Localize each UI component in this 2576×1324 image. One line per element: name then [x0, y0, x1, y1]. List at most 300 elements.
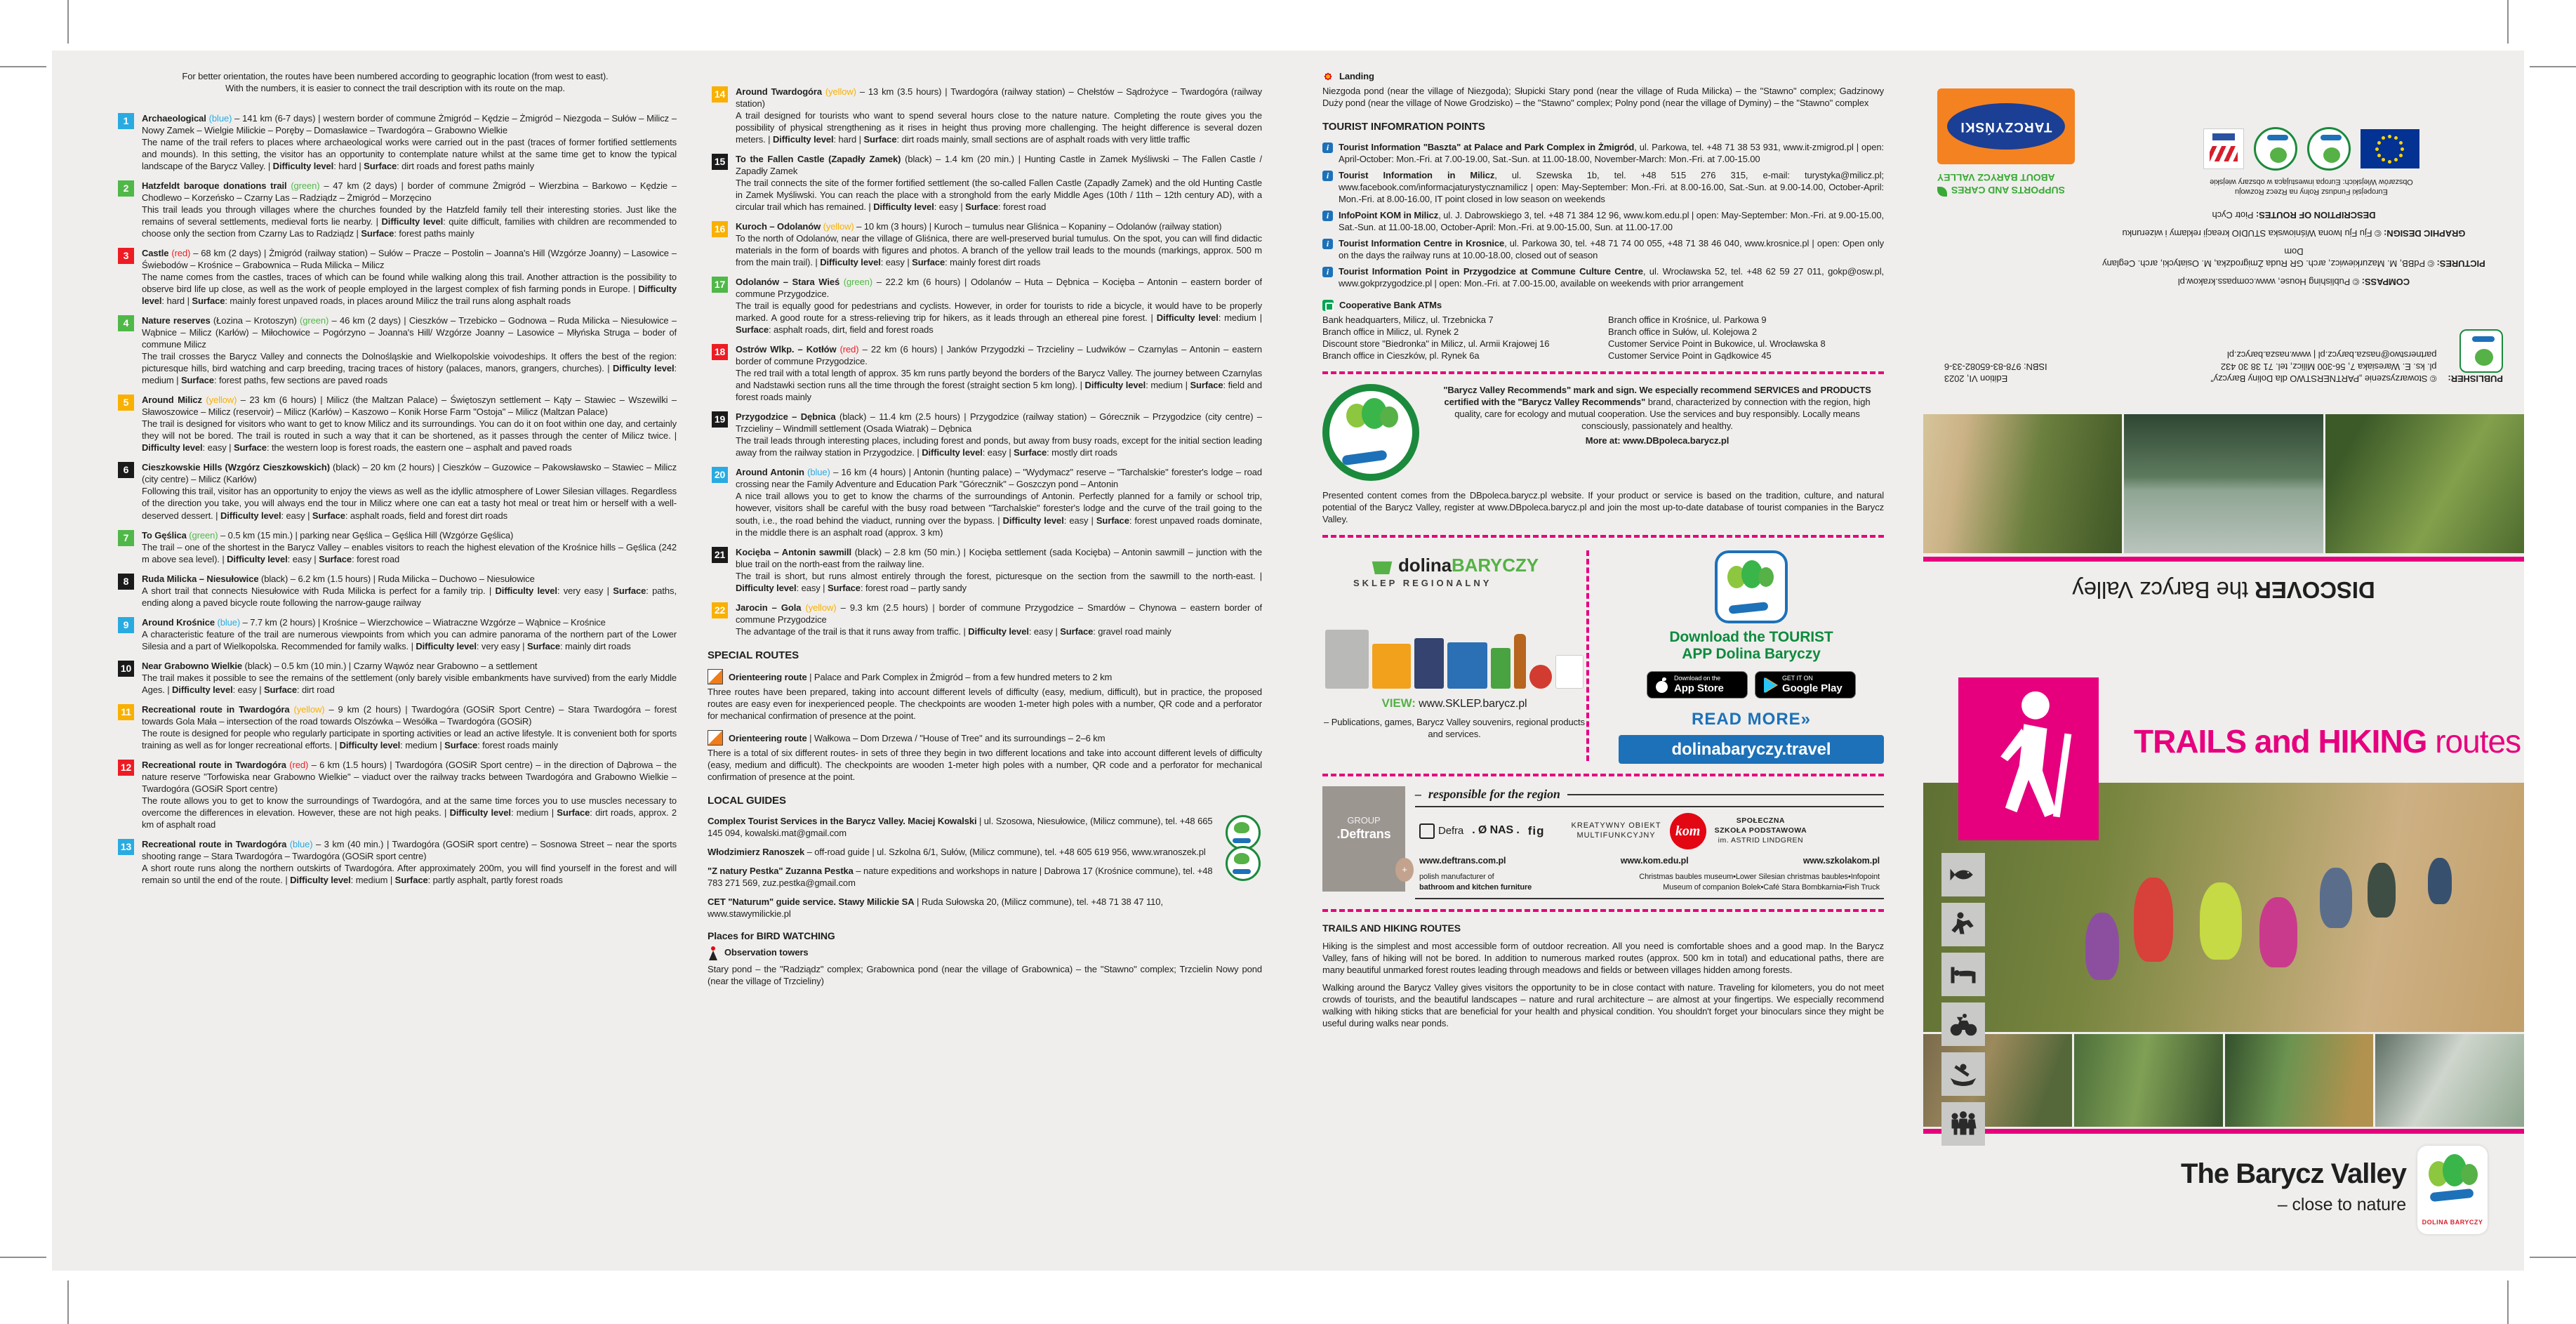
landing-text: Niezgoda pond (near the village of Niezgoda); Słupicki Stary pond (near the village of Ruda Milicka) – the "Stawno" complex; Gadzinowy Duży pond (near the village of Nowe Grodzisko) – the "Stawno" complex; Polny pond (near the village of Dyminy) – the "Stawno" complex — [1322, 86, 1884, 109]
shop-brand-baryczy: BARYCZY — [1451, 554, 1539, 576]
supports-line2: ABOUT BARYCZ VALLEY — [1937, 172, 2055, 184]
trail-name: Recreational route in Twardogóra — [142, 838, 287, 849]
trail-route-info: – 3 km (40 min.) | Twardogóra (GOSiR sport centre) – Sosnowa Street – near the sports shooting range – Stara Twardogóra – Twardogóra (GOSiR sport centre) — [142, 838, 677, 861]
recommends-more-url[interactable]: More at: www.DBpoleca.barycz.pl — [1585, 435, 1729, 446]
trail-color-word: (green) — [286, 180, 320, 192]
publisher-line1: © Stowarzyszenie „PARTNERSTWO dla Doliny Baryczy” — [2210, 373, 2437, 384]
trail-item — [114, 394, 677, 454]
eu-star — [2395, 136, 2398, 140]
discover-title — [1923, 575, 2524, 605]
atm-entry: Customer Service Point in Bukowice, ul. Wrocławska 8 — [1608, 338, 1826, 349]
trail-description: A short trail that connects Niesułowice with Ruda Milicka is perfect for a family trip. | Difficulty level: very easy | Surface: paths, ending along a paved bicycle route following the narrow-gauge railway — [142, 585, 677, 608]
deftrans-desc2: bathroom and kitchen furniture — [1419, 882, 1532, 892]
trail-item — [708, 343, 1262, 403]
trail-color-word: (black) — [242, 660, 272, 671]
kom-desc2: Museum of companion Bolek•Café Stara Bombkarnia•Fish Truck — [1663, 882, 1880, 892]
eu-flag — [2361, 129, 2419, 168]
surface-label: Surface — [736, 324, 769, 336]
guide-item — [708, 846, 1262, 858]
surface-label: Surface — [827, 582, 861, 593]
trail-name: Kuroch – Odolanów — [736, 221, 821, 232]
trail-color-word: (blue) — [286, 838, 313, 849]
trail-name: Near Grabowno Wielkie — [142, 660, 242, 671]
trail-number-badge: 6 — [118, 462, 134, 478]
trail-title — [736, 466, 1262, 490]
trail-number-badge: 18 — [712, 344, 728, 360]
info-point-item — [1322, 265, 1884, 289]
discover-rest: the Barycz Valley — [2072, 577, 2255, 603]
difficulty-label: Difficulty level — [736, 582, 797, 593]
trail-title — [736, 602, 1262, 625]
surface-label: Surface — [263, 684, 297, 695]
trail-description: A short route runs along the northern outskirts of Twardogóra. After approximately 200m, you will find yourself in the forest and will remain so until the end of the route. | Difficulty level: medium | Surface: partly asphalt, partly forest roads — [142, 862, 677, 885]
guide-item — [708, 896, 1262, 920]
trail-item — [114, 247, 677, 307]
trail-item — [114, 838, 677, 886]
kom-desc1: Christmas baubles museum•Lower Silesian christmas baubles•Infopoint — [1639, 873, 1880, 882]
close-to-nature-label: – close to nature — [2277, 1195, 2406, 1215]
atm-entry: Branch office in Krośnice, ul. Parkowa 9 — [1608, 314, 1767, 325]
deftrans-group-label: GROUP — [1347, 815, 1381, 826]
trail-description: The trail is equally good for pedestrians and cyclists. However, in order for tourists to ride a bicycle, it would have to be properly marked. A good route for a stress-relieving trip for hikers, as it leads through an ethereal pine forest. | Difficulty level: medium | Surface: asphalt roads, dirt, field and forest roads — [736, 300, 1262, 336]
eu-caption-line1: Europejski Fundusz Rolny na Rzecz Rozwoju — [2235, 187, 2388, 196]
trail-description: The route allows you to get to know the surroundings of Twardogóra, and at the same time forces you to use muscles necessary to overcome the differences in elevation. However, these are not high peaks. | Difficulty level: medium | Surface: dirt roads, approx. 2 km of asphalt road — [142, 795, 677, 830]
prow-program-logo — [2203, 128, 2244, 169]
surface-label: Surface — [863, 134, 897, 145]
pink-bar — [1923, 1129, 2524, 1134]
surface-label: Surface — [1096, 515, 1129, 526]
info-point-item — [1322, 141, 1884, 165]
special-route-name: Orienteering route — [729, 671, 807, 682]
travel-url-bar[interactable]: dolinabaryczy.travel — [1619, 735, 1884, 764]
trail-title — [142, 660, 677, 672]
back-photos-row — [1923, 414, 2524, 553]
trail-title — [142, 315, 677, 350]
school-line2: SZKOŁA PODSTAWOWA — [1714, 826, 1807, 835]
eu-star — [2401, 147, 2405, 151]
trail-name: To Gęślica — [142, 529, 187, 541]
trail-route-info: – 13 km (3.5 hours) | Twardogóra (railway station) – Chełstów – Sądrożyce – Twardogóra (railway station) — [736, 86, 1262, 110]
bird-watching-heading: Places for BIRD WATCHING — [708, 930, 835, 942]
app-store-top-label: Download on the — [1674, 675, 1721, 682]
trail-item — [114, 180, 677, 239]
difficulty-label: Difficulty level — [449, 807, 511, 818]
trail-description: The trail leads through interesting places, including forest and ponds, but away from busy roads, except for the initial section leading away from the railway station in Przygodzice. | Difficulty level: easy | Surface: mostly dirt roads — [736, 435, 1262, 458]
isbn-label: ISBN: 978-83-65082-33-6 — [1944, 361, 2047, 372]
trail-item — [708, 276, 1262, 336]
trail-route-info: – 23 km (6 hours) | Milicz (the Maltzan Palace) – Świętoszyn settlement – Kąty – Stawiec – Wszewilki – Sławoszowice – Milicz (reservoir) – Milicz (Karłów) – Kaszowo – Konik Horse Farm "Ostoja" – Milicz (Maltzan Palace) — [142, 395, 677, 418]
trail-description: The name comes from the castles, traces of which can be found while walking along this trail. Another attraction is the possibility to observe bird life up close, as well as the work of people employed in the largest complex of fish farming ponds in Europe. | Difficulty level: hard | Surface: mainly forest unpaved roads, in places around Milicz the trail runs along asphalt roads — [142, 272, 677, 307]
recommends-bold: "Barycz Valley Recommends" mark and sign. We especially recommend SERVICES and PRODUCTS certified with the "Barycz Valley Recommends" — [1443, 384, 1871, 407]
trail-item — [708, 220, 1262, 268]
trail-item — [708, 602, 1262, 637]
trail-number-badge: 14 — [712, 86, 728, 102]
trail-number-badge: 21 — [712, 547, 728, 563]
dolina-baryczy-poleca-logo — [1322, 384, 1419, 481]
info-point-details: , ul. Wrocławska 52, tel. +48 62 59 27 011, gokp@osw.pl, www.gokprzygodzice.pl | open: Mon.-Fri. at 7.00-15.00, available on weekends with prior arrangement — [1339, 265, 1884, 289]
panel-trails-1-13 — [114, 51, 677, 1271]
trail-number-badge: 7 — [118, 530, 134, 546]
trail-route-info: – 10 km (3 hours) | Kuroch – tumulus near Gliśnica – Kopaniny – Odolanów (railway station) — [854, 221, 1222, 232]
atm-entry: Branch office in Cieszków, pl. Rynek 6a — [1322, 350, 1480, 361]
special-routes-heading: SPECIAL ROUTES — [708, 649, 799, 661]
special-route-info: | Palace and Park Complex in Żmigród – from a few hundred meters to 2 km — [806, 671, 1113, 682]
guide-info: – off-road guide | ul. Szkolna 6/1, Sułów, (Milicz commune), tel. +48 605 619 956, www.wranoszek.pl — [804, 847, 1206, 858]
cover-title — [2134, 720, 2521, 762]
trail-name: Ostrów Wlkp. – Kotłów — [736, 344, 837, 355]
pink-dashed-vertical-divider — [1586, 550, 1589, 761]
pink-dashed-divider — [1322, 535, 1884, 538]
partnership-logo-small — [2307, 127, 2351, 171]
special-route-name: Orienteering route — [729, 732, 807, 743]
guide-name: "Z natury Pestka" Zuzanna Pestka — [708, 866, 854, 877]
trail-number-badge: 16 — [712, 221, 728, 237]
view-label: VIEW: — [1381, 696, 1416, 710]
trail-color-word: (black) — [901, 154, 932, 165]
photo-pond-reflection — [2124, 414, 2323, 553]
trail-item — [114, 616, 677, 652]
credit-line — [2092, 246, 2496, 270]
intro-line-2: With the numbers, it is easier to connect the trail description with its route on the map. — [225, 83, 565, 94]
read-more-link[interactable]: READ MORE» — [1691, 710, 1812, 729]
trail-name: Przygodzice – Dębnica — [736, 411, 836, 423]
info-point-item — [1322, 209, 1884, 233]
shop-products-photo — [1325, 596, 1584, 689]
brochure-content — [52, 51, 2524, 1271]
surface-label: Surface — [1014, 447, 1047, 458]
trail-number-badge: 12 — [118, 760, 134, 776]
trail-number-badge: 19 — [712, 411, 728, 428]
trail-number-badge: 4 — [118, 315, 134, 331]
eu-star — [2389, 160, 2392, 164]
photo-map-pointing — [2375, 1034, 2524, 1127]
trail-color-word: (black) — [835, 411, 867, 423]
trail-number-badge: 13 — [118, 839, 134, 855]
trail-route-info: – 0.5 km (15 min.) | parking near Gęślica – Gęślica Hill (Wzgórze Gęślica) — [218, 529, 514, 541]
trail-name: Nature reserves — [142, 315, 211, 326]
trail-description: The trail connects the site of the former fortified settlement (the so-called Fallen Castle (Zapadły Zamek) and the old Hunting Castle in Zamek Myśliwski. You can reach the place with a stronghold from the early Middle Ages (10th / 11th – 12th century AD), with a circular trail which has remained. | Difficulty level: easy | Surface: forest road — [736, 178, 1262, 213]
trail-description: Following this trail, visitor has an opportunity to enjoy the views as well as the idyllic atmosphere of Lower Silesian villages. Regardless of the direction you take, you will always end the tour in Milicz where one can eat a tasty hot meal or treat him or herself with a well-deserved dessert. | Difficulty level: easy | Surface: asphalt roads, field and forest dirt roads — [142, 486, 677, 521]
difficulty-label: Difficulty level — [416, 640, 477, 651]
partnership-logo — [2459, 329, 2503, 373]
trail-description: The red trail with a total length of approx. 35 km runs partly beyond the borders of the Barycz Valley. The journey between Czarnylas and Nadstawki section runs all the time through the forest (straight section 5 km long). | Difficulty level: medium | Surface: field and forest roads mainly — [736, 368, 1262, 403]
trail-route-info: – 9 km (2 hours) | Twardogóra (GOSiR Sport Centre) – Stara Twardogóra – forest towards Gola Mała – intersection of the road towards Olszówka – Wesółka – Twardogóra (GOSiR) — [142, 703, 677, 727]
trail-name: Around Antonin — [736, 467, 804, 478]
info-icon: i — [1322, 239, 1333, 249]
trail-number-badge: 22 — [712, 602, 728, 618]
trail-item — [114, 759, 677, 830]
publisher-label: PUBLISHER: — [2448, 373, 2503, 384]
app-store-badge[interactable] — [1647, 671, 1748, 699]
trail-name: Jarocin – Gola — [736, 602, 802, 613]
surface-label: Surface — [319, 553, 352, 564]
credits-block — [2092, 203, 2496, 288]
trail-color-word: (yellow) — [821, 86, 856, 97]
tourist-info-heading: TOURIST INFOMRATION POINTS — [1322, 121, 1485, 133]
tarczynski-logo — [1937, 88, 2075, 164]
trail-item — [708, 466, 1262, 538]
trail-number-badge: 15 — [712, 154, 728, 170]
surface-label: Surface — [312, 510, 345, 521]
info-point-details: , ul. Szewska 1b, tel. +48 515 276 315, e-mail: turystyka@milicz.pl; www.facebook.com/informacjaturystycznamilicz | open: May-September: Mon.-Fri. at 8.00-16.00, Sat.-Sun. at 9.00-14.00, October-April: Mon.-Fri. at 8.00-16.00, IT point closed in low season on weekends — [1339, 169, 1884, 204]
guides-list — [708, 815, 1262, 920]
trail-color-word: (yellow) — [801, 602, 837, 613]
trail-name: Around Krośnice — [142, 616, 215, 628]
difficulty-label: Difficulty level — [772, 134, 834, 145]
publisher-line3: partnerstwo@nasza.barycz.pl | www.nasza.barycz.pl — [2227, 349, 2437, 360]
credit-line — [2092, 276, 2496, 288]
bank-icon — [1322, 300, 1334, 311]
canoeing-icon — [1941, 1052, 1985, 1096]
surface-label: Surface — [394, 874, 428, 885]
panel-trails-14-22 — [708, 51, 1262, 1271]
intro-text — [114, 70, 677, 94]
trail-item — [708, 86, 1262, 145]
crop-mark — [67, 0, 69, 44]
trail-description: The trail makes it possible to see the remains of the settlement (only barely visible embankments have survived) from the early Middle Ages. | Difficulty level: easy | Surface: dirt road — [142, 672, 677, 695]
supports-line1: SUPPORTS AND CARES — [1951, 185, 2065, 196]
defra-logo: Defra — [1438, 825, 1464, 838]
trail-description: The name of the trail refers to places where archaeological works were carried out in the past (traces of former fortified settlements and mounds). In this setting, the visitor has an opportunity to contemplate nature whilst at the same time get to know the typical landscape of the Barycz Valley. | Difficulty level: hard | Surface: dirt roads and forest paths mainly — [142, 137, 677, 172]
trail-name: Cieszkowskie Hills (Wzgórz Cieszkowskich) — [142, 462, 330, 473]
trail-color-word: (yellow) — [289, 703, 325, 715]
crop-mark — [0, 66, 46, 67]
observation-towers-label: Observation towers — [724, 947, 809, 958]
credit-text: © Fju Fju Iwona Wiśniowska STUDIO kreacji reklamy i wizerunku — [2122, 227, 2384, 239]
trail-name: Around Milicz — [142, 395, 202, 406]
info-point-item — [1322, 169, 1884, 205]
trail-route-info: – 11.4 km (2.5 hours) | Przygodzice (railway station) – Górecznik – Przygodzice (city centre) – Trzcieliny – Windmill settlement (Osada Wiatrak) – Dębnica — [736, 411, 1262, 435]
orienteering-flag-icon — [708, 730, 723, 746]
trail-title — [142, 616, 677, 628]
trail-route-info: – 16 km (4 hours) | Antonin (hunting palace) – "Wydymacz" reserve – "Tarchalskie" forester's lodge – road crossing near the Family Adventure and Education Park "Górecznik" – Goszczyn pond – Antonin — [736, 467, 1262, 490]
surface-label: Surface — [180, 375, 214, 386]
cycling-icon — [1941, 1002, 1985, 1046]
publisher-lines — [2089, 349, 2437, 385]
credit-text: Piotr Cych — [2212, 209, 2257, 220]
surface-label: Surface — [444, 739, 478, 750]
difficulty-label: Difficulty level — [227, 553, 288, 564]
trail-color-word: (black) — [329, 462, 360, 473]
atm-list-right — [1608, 314, 1884, 362]
guide-name: Complex Tourist Services in the Barycz Valley. Maciej Kowalski — [708, 816, 977, 827]
trail-description: To the north of Odolanów, near the village of Gliśnica, there are well-preserved burial tumulus. On the spot, you can will find didactic materials in the form of boards with figures and photos. A branch of the yellow trail leads to the mounds (markings, approx. 500 m from the main trail). | Difficulty level: easy | Surface: mainly forest dirt roads — [736, 233, 1262, 268]
horse-riding-icon — [1941, 903, 1985, 946]
family-icon — [1941, 1102, 1985, 1146]
trail-route-info: – 47 km (2 days) | border of commune Żmigród – Wierzbina – Barkowo – Kędzie – Chodlewo – Korzeńsko – Czarny Las – Radziądz – Żmigród – Morzęcino — [142, 180, 677, 204]
fish-icon — [1941, 853, 1985, 896]
dolina-baryczy-logo-small — [2254, 127, 2297, 171]
trail-title — [736, 276, 1262, 300]
onas-logo: . Ø NAS . — [1472, 824, 1520, 837]
trail-name: Ruda Milicka – Niesułowice — [142, 573, 259, 584]
trail-name: Recreational route in Twardogóra — [142, 759, 286, 770]
difficulty-label: Difficulty level — [290, 874, 351, 885]
guide-name: CET "Naturum" guide service. Stawy Milickie SA — [708, 896, 915, 908]
publisher-line2: pl. ks. E. Waresiaka 7, 56-300 Milicz, tel. 71 38 30 432 — [2221, 361, 2437, 372]
tarczynski-label: TARCZYŃSKI — [1947, 103, 2065, 150]
trail-route-info: – 9.3 km (2.5 hours) | border of commune Przygodzice – Smardów – Chynowa – eastern border of commune Przygodzice — [736, 602, 1262, 625]
atm-list-left — [1322, 314, 1598, 362]
intro-line-1: For better orientation, the routes have been numbered according to geographic location (from west to east). — [182, 71, 609, 81]
kom-url[interactable]: www.kom.edu.pl — [1620, 855, 1689, 866]
trail-title — [736, 411, 1262, 435]
trail-color-word: (yellow) — [821, 221, 854, 232]
trail-description: A nice trail allows you to get to know the charms of the surroundings of Antonin. Perfectly planned for a family or school trip, however, visitors shall be careful with the busy road between "Tarchalskie" forester's lodge and the curve of the trail going to the south, i.e., the road behind the viaduct, running over the bypass. | Difficulty level: easy | Surface: forest unpaved roads dominate, in the middle there is an asphalt road (approx. 3 km) — [736, 491, 1262, 538]
deftrans-url[interactable]: www.deftrans.com.pl — [1419, 855, 1506, 866]
school-url[interactable]: www.szkolakom.pl — [1802, 855, 1880, 866]
edition-label: Edition VI, 2023 — [1944, 373, 2008, 384]
difficulty-label: Difficulty level — [272, 161, 334, 172]
credit-label: DESCRIPTION OF ROUTES: — [2256, 209, 2376, 220]
eu-star — [2399, 154, 2403, 157]
credit-label: PICTURES: — [2436, 258, 2485, 269]
trail-number-badge: 10 — [118, 661, 134, 677]
info-point-name: Tourist Information Point in Przygodzice at Commune Culture Centre — [1339, 265, 1643, 277]
hiking-paragraph-2: Walking around the Barycz Valley gives visitors the opportunity to be in close contact with nature. Traveling for kilometers, you do not meet crowds of tourists, and the beautiful landscapes – nature and rural architecture – are almost at your fingertips. We especially recommend walking with hiking sticks that are beneficial for your health and physical condition. You shouldn't forget your binoculars since they might be useful during walks near ponds. — [1322, 982, 1884, 1029]
trail-number-badge: 1 — [118, 113, 134, 129]
difficulty-label: Difficulty level — [220, 510, 281, 521]
trail-title — [142, 247, 677, 271]
trail-name-plain: (Łozina – Krotoszyn) — [210, 315, 300, 326]
barycz-valley-label: The Barycz Valley — [2181, 1158, 2406, 1189]
info-point-name: Tourist Information "Baszta" at Palace and Park Complex in Żmigród — [1339, 141, 1635, 152]
shop-url[interactable]: www.SKLEP.barycz.pl — [1415, 698, 1527, 710]
photo-group-info-shelter — [2225, 1034, 2374, 1127]
app-icon — [1715, 550, 1788, 623]
surface-label: Surface — [526, 640, 560, 651]
hiking-paragraph-1: Hiking is the simplest and most accessible form of outdoor recreation. All you need is comfortable shoes and a good map. In the Barycz Valley, fans of hiking will not be bored. In addition to numerous marked routes (approx. 500 km in total) and educational paths, there are many beautiful unmarked forest routes leading through meadows and fields or between villages hidden among forests. — [1322, 941, 1884, 976]
trail-description: A characteristic feature of the trail are numerous viewpoints from which you can admire panorama of the northern part of the Lower Silesia and a part of Wielkopolska. Recommended for family walks. | Difficulty level: very easy | Surface: mainly dirt roads — [142, 628, 677, 651]
trail-route-info: – 22.2 km (6 hours) | Odolanów – Huta – Dębnica – Kocięba – Antonin – eastern border of commune Przygodzice. — [736, 277, 1262, 300]
school-line3: im. ASTRID LINDGREN — [1718, 835, 1804, 845]
trail-number-badge: 9 — [118, 617, 134, 633]
difficulty-label: Difficulty level — [612, 363, 675, 374]
difficulty-label: Difficulty level — [820, 257, 881, 268]
shop-brand-dolina: dolina — [1398, 554, 1452, 576]
credit-label: GRAPHIC DESIGN: — [2384, 227, 2466, 239]
difficulty-label: Difficulty level — [142, 442, 203, 454]
credit-text: © Publishing House, www.compass.krakow.pl — [2177, 277, 2362, 287]
trail-list-1 — [114, 112, 677, 886]
eu-star — [2395, 158, 2398, 161]
trail-title — [142, 394, 677, 418]
trail-item — [708, 546, 1262, 594]
panel-info — [1322, 51, 1884, 1271]
apple-icon — [1656, 677, 1668, 693]
difficulty-label: Difficulty level — [922, 447, 983, 458]
trail-item — [114, 529, 677, 565]
trail-title — [142, 461, 677, 485]
eu-funding-block — [2113, 127, 2510, 197]
photo-kids-by-pond — [2074, 1034, 2223, 1127]
back-cover-rotated — [1923, 51, 2524, 660]
trail-color-word: (black) — [258, 573, 288, 584]
trail-name: Recreational route in Twardogóra — [142, 703, 290, 715]
trail-color-word: (black) — [851, 546, 882, 557]
observation-tower-icon — [708, 946, 719, 960]
special-route-heading — [708, 730, 1262, 746]
trail-color-word: (green) — [186, 529, 218, 541]
info-point-details: , ul. Parkowa, tel. +48 71 38 53 931, www.it-zmigrod.pl | open: April-October: Mon.-Fri. at 7.00-19.00, Sat.-Sun. at 11.00-18.00, November-March: Mon.-Fri. at 7.00-15.00 — [1339, 141, 1884, 164]
observation-towers-text: Stary pond – the "Radziądz" complex; Grabownica pond (near the village of Grabownica) – the "Stawno" complex; Trzcielin Nowy pond (near the village of Trzcieliny) — [708, 964, 1262, 987]
local-guides-heading: LOCAL GUIDES — [708, 795, 786, 807]
google-play-icon — [1764, 677, 1777, 693]
eu-star — [2399, 141, 2403, 145]
trail-name: Archaeological — [142, 113, 206, 124]
trail-title — [736, 153, 1262, 177]
basket-icon — [1370, 556, 1394, 574]
difficulty-label: Difficulty level — [968, 625, 1029, 637]
atm-entry: Discount store "Biedronka" in Milicz, ul. Armii Krajowej 16 — [1322, 338, 1550, 349]
surface-label: Surface — [364, 161, 397, 172]
trail-route-info: – 2.8 km (50 min.) | Kocięba settlement (sada Kocięba) – Antonin sawmill – junction with the blue trail on the north-east from the railway line. — [736, 546, 1262, 569]
orienteering-flag-icon — [708, 669, 723, 684]
atm-entry: Branch office in Milicz, ul. Rynek 2 — [1322, 326, 1459, 337]
trail-item — [114, 703, 677, 751]
landing-label: Landing — [1339, 71, 1374, 81]
front-photos-row — [1923, 1034, 2524, 1127]
trail-route-info: – 7.7 km (2 hours) | Krośnice – Wierzchowice – Wiatraczne Wzgórze – Wąbnice – Krośnice — [240, 616, 606, 628]
hiker-icon-square — [1958, 677, 2099, 840]
info-point-details: , ul. Parkowa 30, tel. +48 71 74 00 055, +48 71 38 46 040, www.krosnice.pl | open: Open only on the days the railway runs at 10.00-18.00, closed out of season — [1339, 237, 1884, 260]
photo-trail-signboard — [2325, 414, 2524, 553]
google-play-badge[interactable] — [1755, 671, 1856, 699]
panel-cover — [1923, 51, 2524, 1271]
defra-icon — [1419, 823, 1435, 839]
trail-title — [142, 529, 677, 541]
info-point-details: , ul. J. Dabrowskiego 3, tel. +48 71 384 12 96, www.kom.edu.pl | open: May-September: Mon.-Fri. at 9.00-15.00, Sat.-Sun. at 11.00-18.00, October-April: Mon.-Fri. at 9.00-15.00, Sun. at 11.00-17.00 — [1339, 209, 1884, 232]
credit-label: COMPASS: — [2361, 277, 2410, 287]
trail-item — [114, 315, 677, 386]
difficulty-label: Difficulty level — [339, 739, 401, 750]
deftrans-name-label: .Deftrans — [1336, 827, 1391, 842]
trail-color-word: (green) — [839, 277, 873, 288]
trail-color-word: (blue) — [804, 467, 830, 478]
front-cover — [1923, 660, 2524, 1271]
activity-icon-rail — [1941, 853, 1986, 1146]
eu-star — [2382, 158, 2386, 161]
trail-number-badge: 2 — [118, 180, 134, 197]
trail-route-info: – 0.5 km (10 min.) | Czarny Wąwóz near Grabowno – a settlement — [271, 660, 538, 671]
eu-star — [2382, 136, 2386, 140]
trail-item — [114, 461, 677, 521]
info-icon: i — [1322, 171, 1333, 181]
plus-icon: + — [1395, 858, 1414, 882]
surface-label: Surface — [192, 296, 225, 307]
info-icon: i — [1322, 267, 1333, 277]
dolina-baryczy-logo — [2417, 1146, 2488, 1234]
kom-line1: KREATYWNY OBIEKT — [1571, 821, 1661, 830]
trail-color-word: (blue) — [214, 616, 241, 628]
nordic-walker-icon — [2000, 691, 2071, 817]
pink-bar — [1923, 557, 2524, 562]
recommends-rest: brand, characterized by connection with the region, high quality, care for ecology and mutual cooperation. Use the services and buy responsibly. Locally means consciously, passionately and healthy. — [1454, 396, 1871, 431]
trail-name: Around Twardogóra — [736, 86, 822, 97]
trail-number-badge: 3 — [118, 248, 134, 264]
cover-title-bold: TRAILS and HIKING — [2134, 723, 2427, 760]
trail-name: To the Fallen Castle (Zapadły Zamek) — [736, 154, 901, 165]
eu-star — [2389, 135, 2392, 138]
leaf-icon — [1937, 187, 1947, 197]
region-heading: responsible for the region — [1428, 787, 1560, 802]
difficulty-label: Difficulty level — [1002, 515, 1064, 526]
presented-text: Presented content comes from the DBpoleca.barycz.pl website. If your product or service is based on the tradition, culture, and natural potential of the Barycz Valley, register at www.DBpoleca.barycz.pl and join the most up-to-date database of tourist companies in the Barycz Valley. — [1322, 489, 1884, 524]
trail-number-badge: 17 — [712, 277, 728, 293]
special-routes-list — [708, 669, 1262, 783]
trail-name: Kocięba – Antonin sawmill — [736, 546, 852, 557]
special-route-description: Three routes have been prepared, taking into account different levels of difficulty (easy, medium, difficult), but in practice, the proposed routes are easy even for inexperienced people. The checkpoints are wooden 1-meter high poles with a number, QR code and a perforator for mechanical confirmation of presence at the point. — [708, 687, 1262, 722]
